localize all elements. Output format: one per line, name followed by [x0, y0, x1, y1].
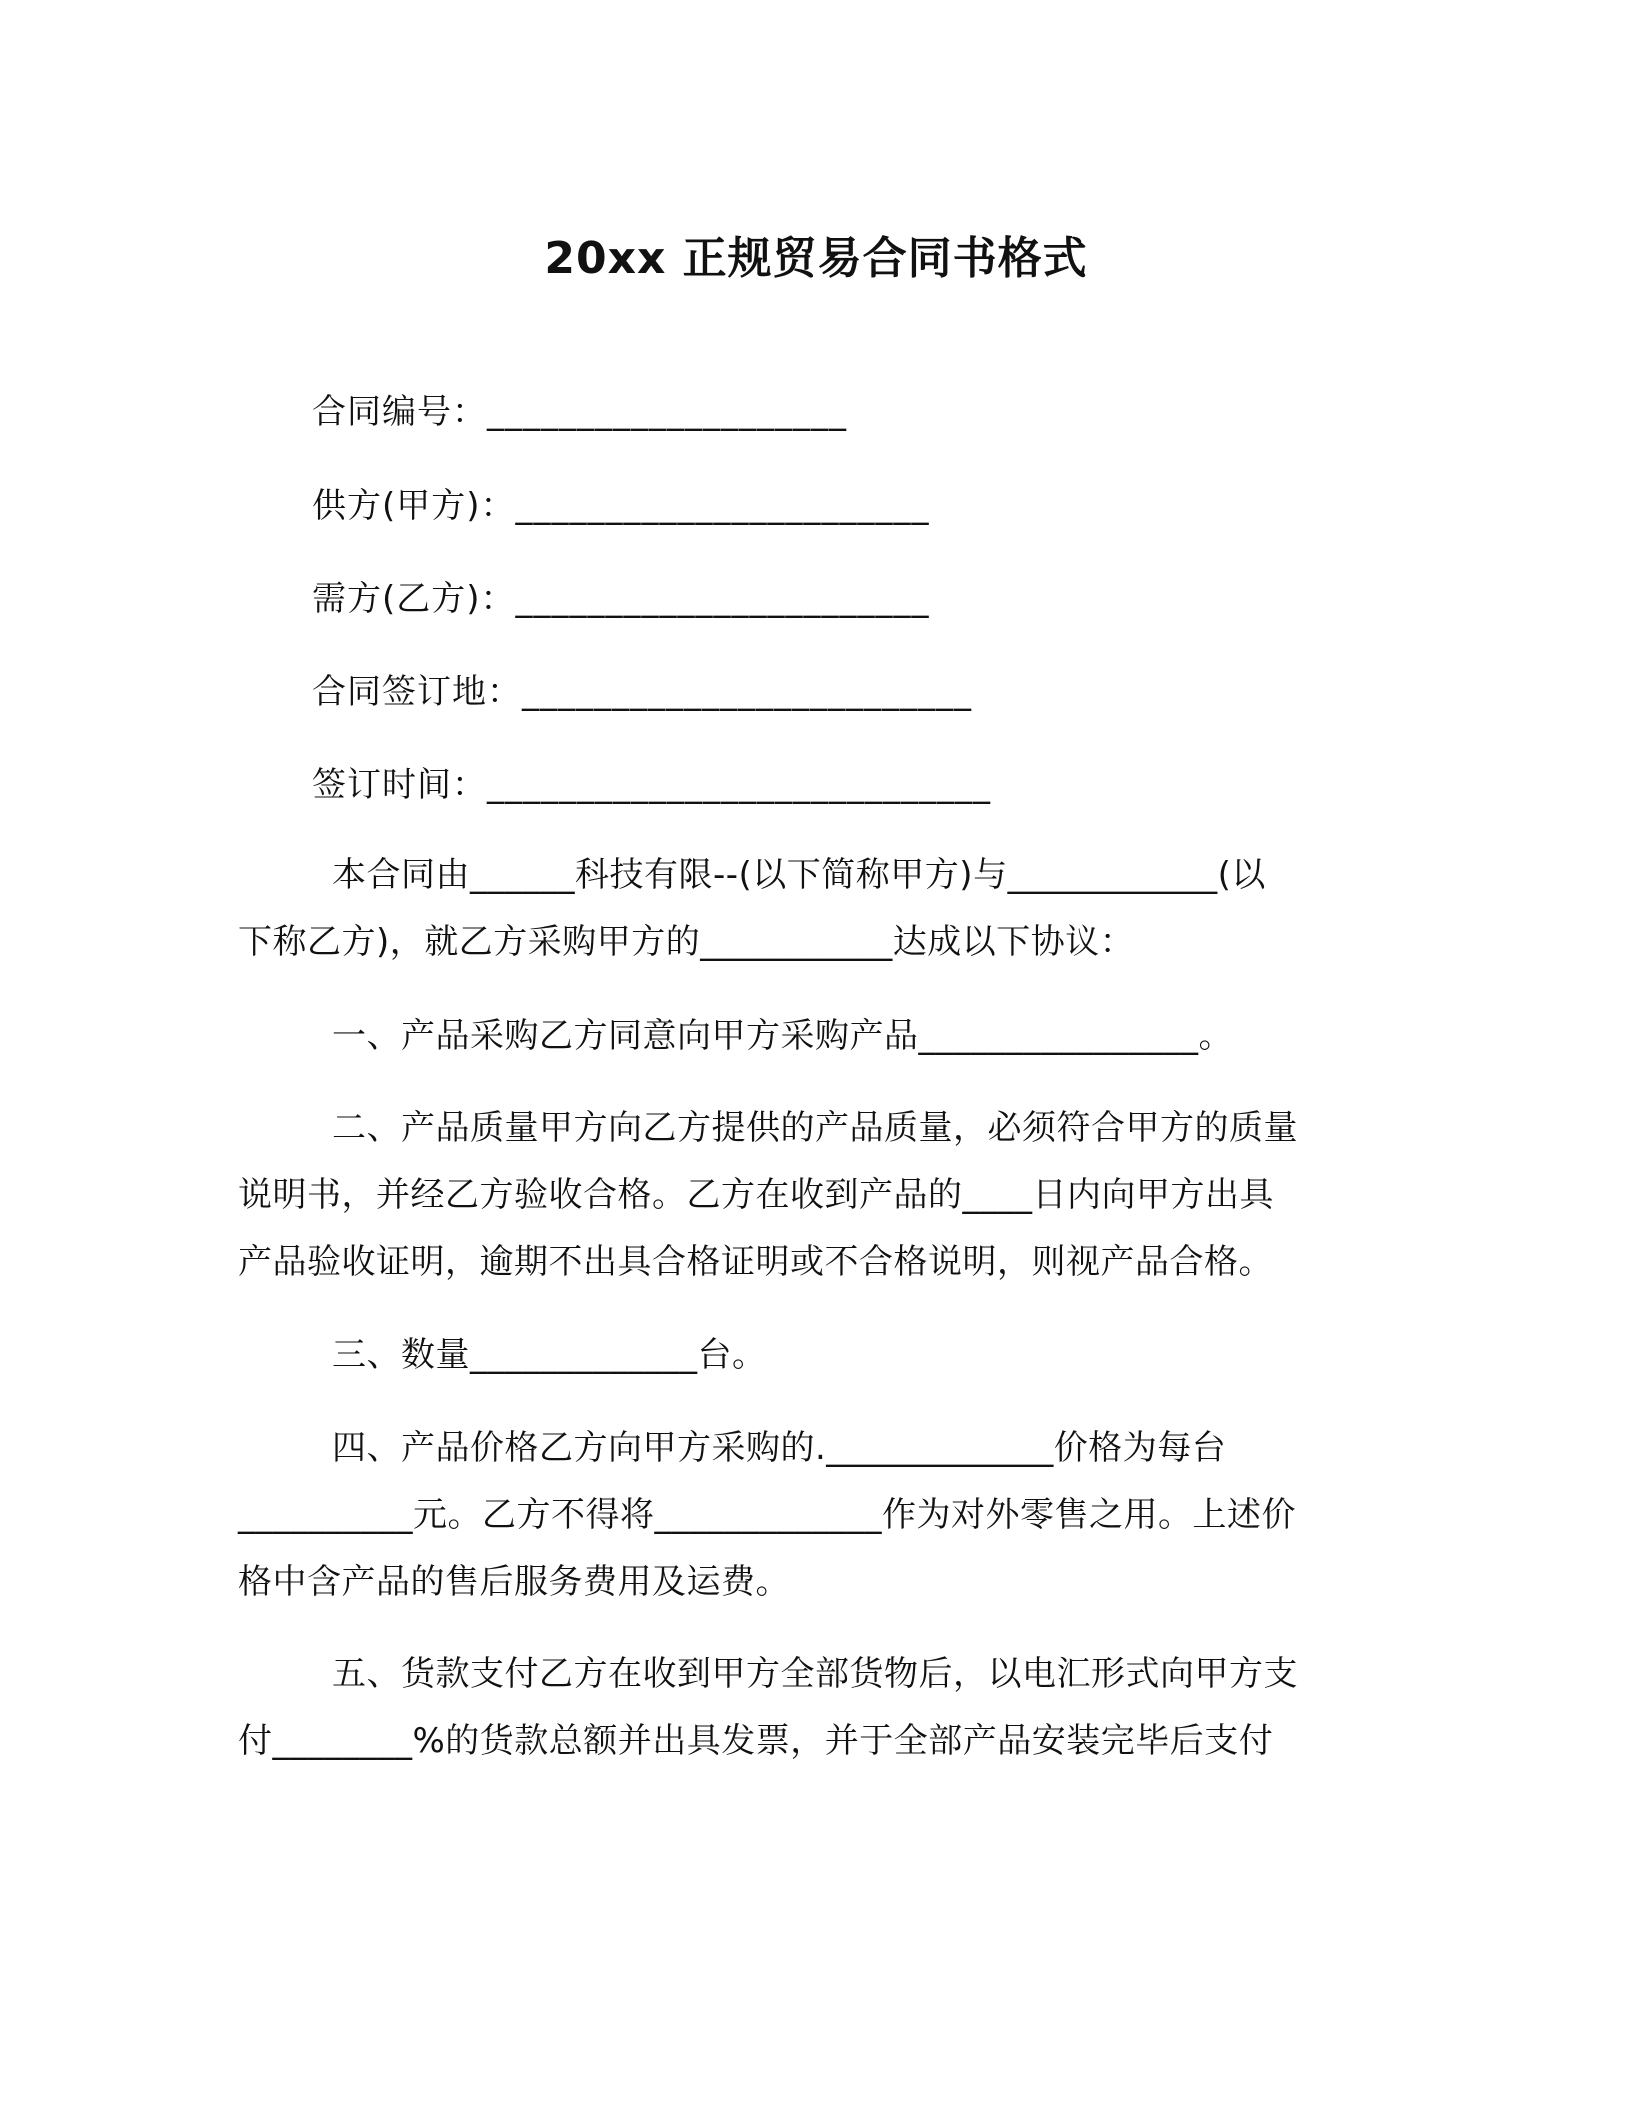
clause-3-paragraph: [238, 1322, 1390, 1389]
paragraph-line: 说明书，并经乙方验收合格。乙方在收到产品的____日内向甲方出具: [238, 1175, 1274, 1215]
paragraph-line: 一、产品采购乙方同意向甲方采购产品________________。: [332, 1016, 1233, 1056]
paragraph-line: __________元。乙方不得将_____________作为对外零售之用。上述价: [238, 1495, 1296, 1535]
paragraph-line: 本合同由______科技有限--(以下简称甲方)与____________(以: [332, 855, 1266, 895]
clause-1-paragraph: [238, 1003, 1390, 1070]
clause-4-paragraph: [238, 1415, 1390, 1616]
paragraph-line: 四、产品价格乙方向甲方采购的._____________价格为每台: [332, 1428, 1227, 1468]
buyer-field: 需方(乙方)：_______________________: [312, 579, 930, 619]
clause-2-paragraph: [238, 1095, 1390, 1296]
supplier-field: 供方(甲方)：_______________________: [312, 486, 930, 526]
paragraph-line: 下称乙方)，就乙方采购甲方的___________达成以下协议：: [238, 922, 1135, 962]
document-title: 20xx 正规贸易合同书格式: [544, 233, 1088, 284]
intro-paragraph: [238, 842, 1390, 976]
paragraph-line: 付________%的货款总额并出具发票，并于全部产品安装完毕后支付: [238, 1721, 1274, 1761]
clause-5-paragraph: [238, 1641, 1390, 1775]
signing-time-field: 签订时间：____________________________: [312, 765, 991, 805]
paragraph-line: 三、数量_____________台。: [332, 1335, 767, 1375]
paragraph-line: 产品验收证明，逾期不出具合格证明或不合格说明，则视产品合格。: [238, 1242, 1273, 1282]
contract-number-field: 合同编号：____________________: [312, 392, 847, 432]
signing-place-field: 合同签订地：_________________________: [312, 672, 972, 712]
paragraph-line: 二、产品质量甲方向乙方提供的产品质量，必须符合甲方的质量: [332, 1108, 1298, 1148]
paragraph-line: 五、货款支付乙方在收到甲方全部货物后，以电汇形式向甲方支: [332, 1654, 1298, 1694]
paragraph-line: 格中含产品的售后服务费用及运费。: [238, 1562, 790, 1602]
